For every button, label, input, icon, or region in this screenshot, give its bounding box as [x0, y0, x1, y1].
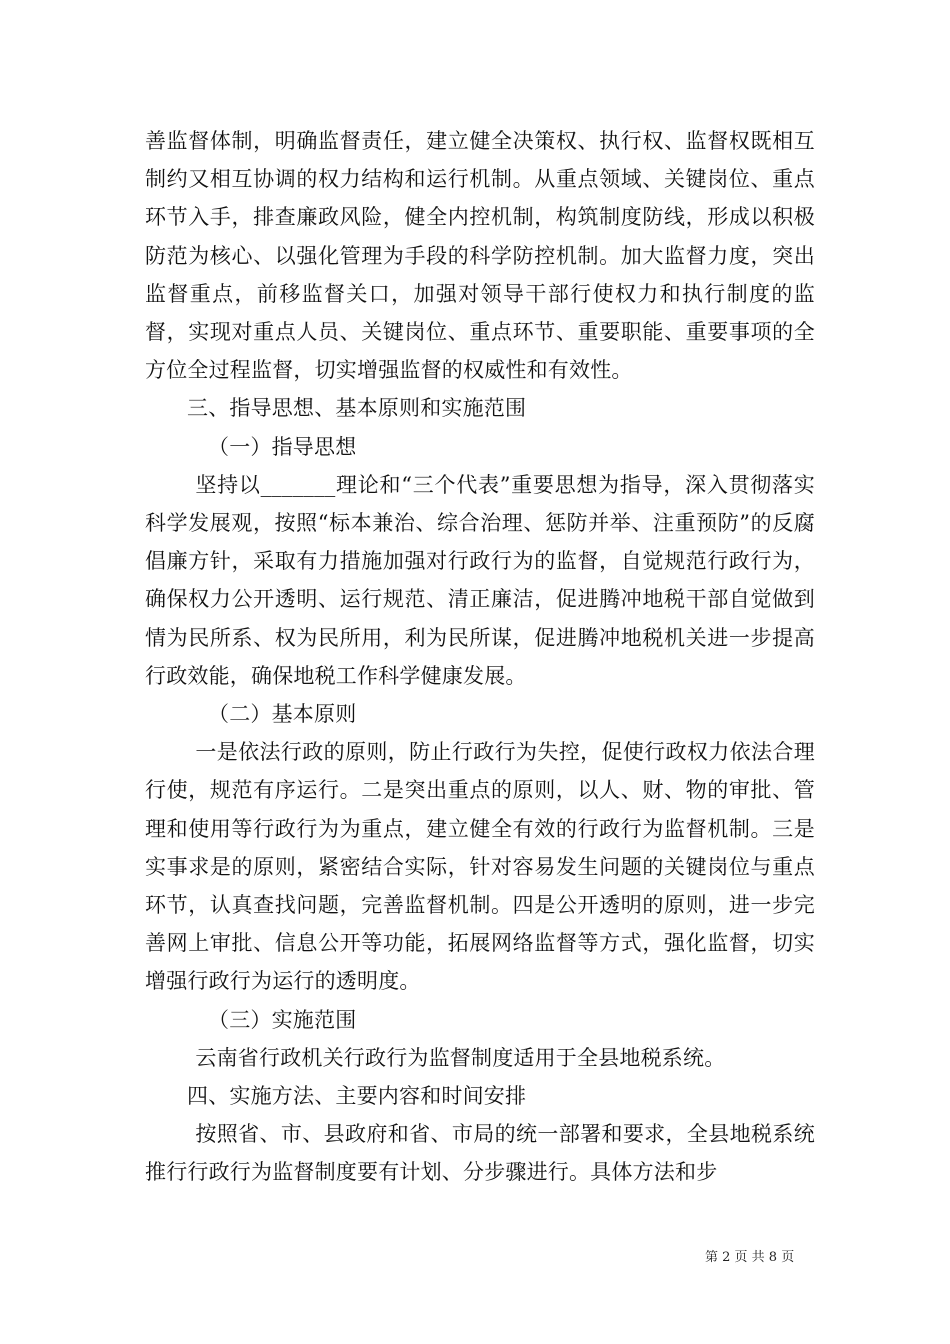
- body-text: [145, 122, 815, 1192]
- heading-section-four: 四、实施方法、主要内容和时间安排: [187, 1084, 527, 1109]
- paragraph-guiding-ideology: 坚持以_______理论和“三个代表”重要思想为指导，深入贯彻落实科学发展观，按照“标本兼治、综合治理、惩防并举、注重预防”的反腐倡廉方针，采取有力措施加强对行政行为的监督，自觉规范行政行为，确保权力公开透明、运行规范、清正廉洁，促进腾冲地税干部自觉做到情为民所系、权为民所用，利为民所谋，促进腾冲地税机关进一步提高行政效能，确保地税工作科学健康发展。: [145, 472, 815, 688]
- heading-basic-principles: （二）基本原则: [208, 702, 357, 727]
- page-number-footer: 第 2 页 共 8 页: [705, 1250, 795, 1265]
- heading-section-three: 三、指导思想、基本原则和实施范围: [187, 396, 527, 421]
- heading-guiding-ideology: （一）指导思想: [208, 434, 357, 459]
- paragraph-basic-principles: 一是依法行政的原则，防止行政行为失控，促使行政权力依法合理行使，规范有序运行。二是突出重点的原则，以人、财、物的审批、管理和使用等行政行为为重点，建立健全有效的行政行为监督机制。三是实事求是的原则，紧密结合实际，针对容易发生问题的关键岗位与重点环节，认真查找问题，完善监督机制。四是公开透明的原则，进一步完善网上审批、信息公开等功能，拓展网络监督等方式，强化监督，切实增强行政行为运行的透明度。: [145, 740, 815, 994]
- paragraph-supervision-system: 善监督体制，明确监督责任，建立健全决策权、执行权、监督权既相互制约又相互协调的权力结构和运行机制。从重点领域、关键岗位、重点环节入手，排查廉政风险，健全内控机制，构筑制度防线，形成以积极防范为核心、以强化管理为手段的科学防控机制。加大监督力度，突出监督重点，前移监督关口，加强对领导干部行使权力和执行制度的监督，实现对重点人员、关键岗位、重点环节、重要职能、重要事项的全方位全过程监督，切实增强监督的权威性和有效性。: [145, 129, 815, 383]
- paragraph-implementation-scope: 云南省行政机关行政行为监督制度适用于全县地税系统。: [195, 1045, 726, 1070]
- heading-implementation-scope: （三）实施范围: [208, 1007, 357, 1032]
- paragraph-implementation-methods: 按照省、市、县政府和省、市局的统一部署和要求，全县地税系统推行行政行为监督制度要有计划、分步骤进行。具体方法和步: [145, 1122, 815, 1185]
